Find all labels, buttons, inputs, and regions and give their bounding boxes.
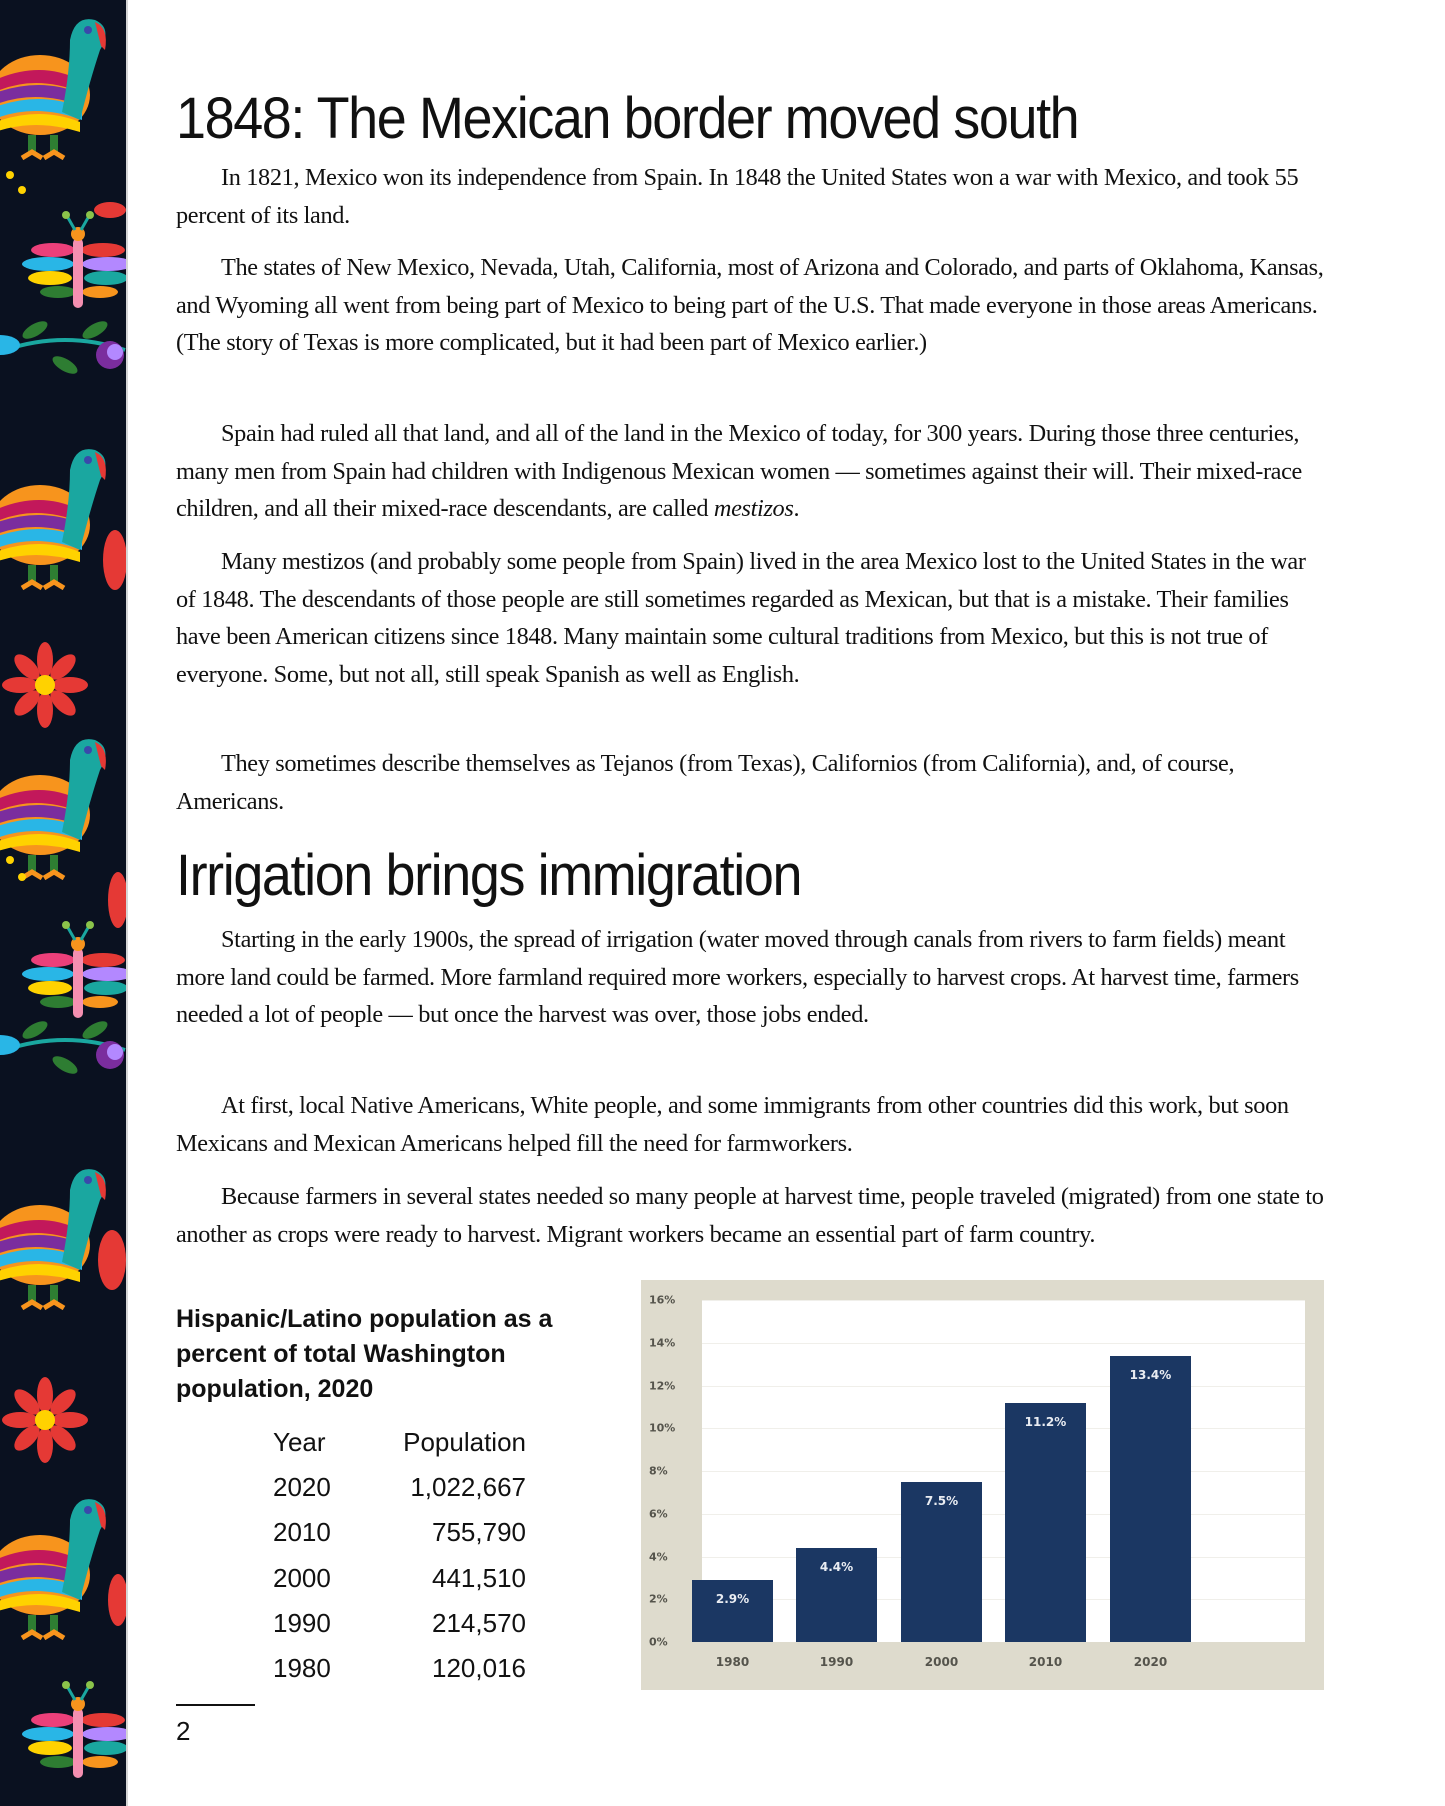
x-tick-label: 2020: [1133, 1655, 1168, 1669]
cell-year: 2010: [273, 1517, 331, 1548]
y-tick-label: 12%: [649, 1379, 676, 1392]
table-row: [273, 1653, 526, 1698]
cell-population: 441,510: [432, 1562, 526, 1593]
gridline: [702, 1599, 1305, 1600]
table-row: [273, 1563, 526, 1608]
x-tick-label: 2010: [1028, 1655, 1063, 1669]
y-tick-label: 16%: [649, 1293, 676, 1307]
y-tick-label: 14%: [649, 1336, 676, 1350]
cell-year: 1980: [273, 1652, 331, 1683]
x-tick-label: 2000: [924, 1655, 959, 1669]
gridline: [702, 1471, 1305, 1472]
otomi-pattern-icon: [0, 0, 126, 1806]
y-tick-label: 0%: [649, 1635, 668, 1649]
paragraph: [176, 415, 1326, 528]
table-header-row: [273, 1427, 526, 1472]
bar-value-label: 7.5%: [924, 1493, 959, 1508]
table-row: [273, 1517, 526, 1562]
paragraph-text: Spain had ruled all that land, and all of the land in the Mexico of today, for 300 years. During those three centuries, many men from Spain had children with Indigenous Mexican women — sometimes against their will. Their mixed-race children, and all their mixed-race descendants, are called: [176, 420, 1302, 523]
italic-term-mestizos: mestizos: [713, 495, 794, 523]
bar-value-label: 4.4%: [819, 1559, 854, 1574]
gridline: [702, 1343, 1305, 1344]
y-tick-label: 8%: [649, 1464, 668, 1478]
x-tick-label: 1980: [715, 1655, 750, 1669]
bar-1980: [692, 1580, 773, 1642]
population-table: [273, 1427, 526, 1698]
cell-year: 2000: [273, 1562, 331, 1593]
table-row: [273, 1608, 526, 1653]
bar-value-label: 11.2%: [1024, 1414, 1067, 1429]
paragraph: The states of New Mexico, Nevada, Utah, California, most of Arizona and Colorado, and parts of Oklahoma, Kansas, and Wyoming all went from being part of Mexico to being part of the U.S. That made everyone in those areas Americans. (The story of Texas is more complicated, but it had been part of Mexico earlier.): [176, 254, 1324, 357]
gridline: [702, 1386, 1305, 1387]
gridline: [702, 1428, 1305, 1429]
bar-value-label: 13.4%: [1129, 1367, 1172, 1382]
gridline: [702, 1557, 1305, 1558]
x-tick-label: 1990: [819, 1655, 854, 1669]
section-heading-1848: 1848: The Mexican border moved south: [176, 86, 1079, 151]
decorative-otomi-pattern-strip: [0, 0, 126, 1806]
bar-2000: [901, 1482, 982, 1642]
paragraph: Starting in the early 1900s, the spread of irrigation (water moved through canals from rivers to farm fields) meant more land could be farmed. More farmland required more workers, especially to harvest crops. At harvest time, farmers needed a lot of people — but once the harvest was over, those jobs ended.: [176, 926, 1299, 1029]
column-header-population: Population: [403, 1427, 526, 1457]
bar-value-label: 2.9%: [715, 1592, 750, 1607]
bar-1990: [796, 1548, 877, 1642]
footer-rule: [176, 1704, 255, 1706]
y-tick-label: 10%: [649, 1421, 676, 1435]
y-tick-label: 2%: [649, 1592, 668, 1606]
section-heading-irrigation: Irrigation brings immigration: [176, 843, 802, 908]
paragraph: In 1821, Mexico won its independence from Spain. In 1848 the United States won a war with Mexico, and took 55 percent of its land.: [176, 164, 1299, 229]
gridline: [702, 1514, 1305, 1515]
bar-chart: [641, 1280, 1324, 1690]
column-header-year: Year: [273, 1427, 326, 1457]
cell-year: 1990: [273, 1607, 331, 1638]
paragraph: Many mestizos (and probably some people from Spain) lived in the area Mexico lost to the United States in the war of 1848. The descendants of those people are still sometimes regarded as Mexican, but that is a mistake. Their families have been American citizens since 1848. Many maintain some cultural traditions from Mexico, but this is not true of everyone. Some, but not all, still speak Spanish as well as English.: [176, 548, 1306, 688]
cell-population: 755,790: [432, 1517, 526, 1548]
y-tick-label: 4%: [649, 1550, 668, 1563]
bar-2010: [1005, 1403, 1086, 1642]
cell-population: 120,016: [432, 1652, 526, 1683]
paragraph: At first, local Native Americans, White people, and some immigrants from other countries did this work, but soon Mexicans and Mexican Americans helped fill the need for farmworkers.: [176, 1092, 1289, 1157]
cell-year: 2020: [273, 1472, 331, 1503]
population-table-title: Hispanic/Latino population as a percent of total Washington population, 2020: [176, 1305, 553, 1403]
paragraph: They sometimes describe themselves as Tejanos (from Texas), Californios (from California), and, of course, Americans.: [176, 750, 1235, 815]
cell-population: 1,022,667: [410, 1472, 526, 1503]
y-tick-label: 6%: [649, 1507, 668, 1521]
cell-population: 214,570: [432, 1607, 526, 1638]
paragraph-text: .: [793, 495, 800, 523]
table-row: [273, 1472, 526, 1517]
chart-plot-area: [702, 1300, 1305, 1642]
paragraph: Because farmers in several states needed so many people at harvest time, people traveled (migrated) from one state to another as crops were ready to harvest. Migrant workers became an essential part of farm country.: [176, 1183, 1324, 1248]
strip-edge-divider: [126, 0, 128, 1806]
bar-2020: [1110, 1356, 1191, 1642]
page-number: 2: [176, 1716, 191, 1746]
gridline: [702, 1300, 1305, 1301]
